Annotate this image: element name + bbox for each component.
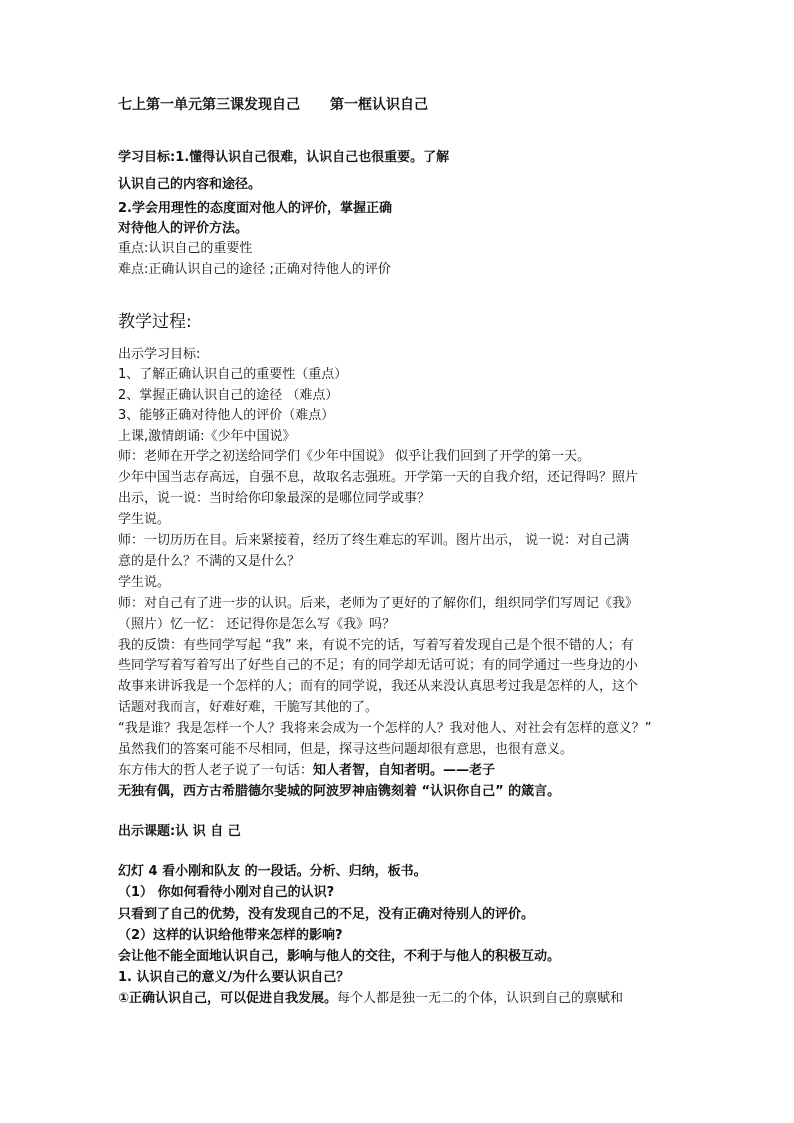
slide-question-1: （1） 你如何看待小刚对自己的认识? <box>118 885 335 900</box>
topic-heading: 出示课题:认 识 自 己 <box>118 824 241 839</box>
body-line: 虽然我们的答案可能不尽相同，但是，探寻这些问题却很有意思，也很有意义。 <box>118 742 574 757</box>
point-1 <box>118 989 623 1009</box>
goal-1-line-1: 学习目标:1.懂得认识自己很难，认识自己也很重要。了解 <box>118 150 450 165</box>
body-line: 故事来讲诉我是一个怎样的人；而有的同学说，我还从来没认真思考过我是怎样的人，这个 <box>118 679 639 694</box>
body-line: 1、了解正确认识自己的重要性（重点） <box>118 367 348 382</box>
title-lesson: 七上第一单元第三课发现自己 <box>118 97 300 113</box>
body-line: 师：老师在开学之初送给同学们《少年中国说》 似乎让我们回到了开学的第一天。 <box>118 449 591 464</box>
slide-answer-1: 只看到了自己的优势，没有发现自己的不足，没有正确对待别人的评价。 <box>118 907 535 922</box>
body-line: 师：一切历历在目。后来紧接着，经历了终生难忘的军训。图片出示， 说一说：对自己满 <box>118 533 630 548</box>
body-line-bold: 无独有偶，西方古希腊德尔斐城的阿波罗神庙镌刻着 “认识你自己” 的箴言。 <box>118 784 561 799</box>
body-line: 少年中国当志存高远，自强不息，故取名志强班。开学第一天的自我介绍，还记得吗？照片 <box>118 470 639 485</box>
slide-question-2: （2）这样的认识给他带来怎样的影响? <box>118 928 343 943</box>
point-1-text: 每个人都是独一无二的个体，认识到自己的禀赋和 <box>337 991 624 1006</box>
body-line: 我的反馈：有些同学写起 “我” 来，有说不完的话，写着写着发现自己是个很不错的人；有 <box>118 638 634 653</box>
body-line: 些同学写着写着写出了好些自己的不足；有的同学却无话可说；有的同学通过一些身边的小 <box>118 658 639 673</box>
goal-1-line-2: 认识自己的内容和途径。 <box>118 177 262 192</box>
quote-line <box>118 761 495 781</box>
body-line: 出示，说一说：当时给你印象最深的是哪位同学或事？ <box>118 491 431 506</box>
goal-2-line-1: 2.学会用理性的态度面对他人的评价，掌握正确 <box>118 201 392 216</box>
body-line: 出示学习目标: <box>118 347 201 362</box>
difficult-point: 难点:正确认识自己的途径 ;正确对待他人的评价 <box>118 262 391 277</box>
body-line: （照片）忆一忆： 还记得你是怎么写《我》吗？ <box>118 617 396 632</box>
body-line: “我是谁？我是怎样一个人？我将来会成为一个怎样的人？我对他人、对社会有怎样的意义？” <box>118 721 652 736</box>
point-1-lead: ①正确认识自己，可以促进自我发展。 <box>118 991 338 1006</box>
key-point: 重点:认识自己的重要性 <box>118 241 253 256</box>
body-line: 3、能够正确对待他人的评价（难点） <box>118 408 335 423</box>
section-heading-1: 1. 认识自己的意义/为什么要认识自己？ <box>118 970 350 985</box>
body-line: 学生说。 <box>118 575 171 590</box>
document-title <box>118 95 428 115</box>
process-heading: 教学过程: <box>118 312 192 332</box>
body-line: 上课,激情朗诵:《少年中国说》 <box>118 429 296 444</box>
title-section: 第一框认识自己 <box>330 97 428 113</box>
body-line: 学生说。 <box>118 512 171 527</box>
goal-2-line-2: 对待他人的评价方法。 <box>118 221 249 236</box>
body-line: 师：对自己有了进一步的认识。后来，老师为了更好的了解你们，组织同学们写周记《我》 <box>118 596 639 611</box>
slide-line: 幻灯 4 看小刚和队友 的一段话。分析、归纳，板书。 <box>118 864 427 879</box>
body-line: 意的是什么？不满的又是什么？ <box>118 554 301 569</box>
body-line: 话题对我而言，好难好难，干脆写其他的了。 <box>118 700 379 715</box>
quote-intro: 东方伟大的哲人老子说了一句话： <box>118 763 314 778</box>
slide-answer-2: 会让他不能全面地认识自己，影响与他人的交往，不利于与他人的积极互动。 <box>118 949 561 964</box>
laozi-quote: 知人者智，自知者明。——老子 <box>313 763 496 778</box>
body-line: 2、掌握正确认识自己的途径 （难点） <box>118 388 339 403</box>
